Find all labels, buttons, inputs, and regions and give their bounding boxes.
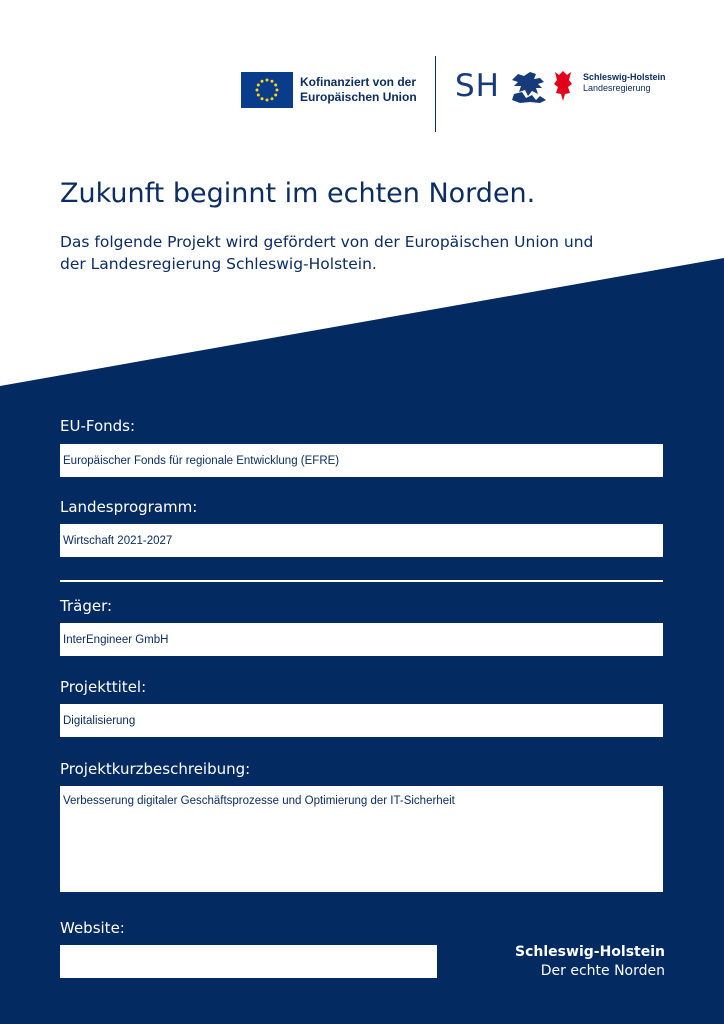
eu-logo-line2: Europäischen Union (300, 90, 417, 104)
eu-logo-text (300, 75, 417, 105)
sh-logo-name (583, 72, 666, 94)
landesprogramm-label: Landesprogramm: (60, 498, 198, 516)
logo-divider (435, 56, 436, 132)
eu-fonds-field[interactable]: Europäischer Fonds für regionale Entwicklung (EFRE) (60, 444, 663, 477)
projektkurzbeschreibung-label: Projektkurzbeschreibung: (60, 760, 251, 778)
sh-logo-subtitle: Landesregierung (583, 83, 651, 93)
section-divider (60, 580, 663, 582)
footer-brand-title: Schleswig-Holstein (515, 944, 665, 960)
sh-logo-title: Schleswig-Holstein (583, 72, 666, 82)
eu-fonds-label: EU-Fonds: (60, 417, 136, 435)
lions-icon (510, 70, 550, 104)
page-headline: Zukunft beginnt im echten Norden. (60, 178, 536, 209)
footer-brand (515, 943, 665, 981)
website-label: Website: (60, 919, 125, 937)
traeger-field[interactable]: InterEngineer GmbH (60, 623, 663, 656)
projektkurzbeschreibung-field[interactable]: Verbesserung digitaler Geschäftsprozesse und Optimierung der IT-Sicherheit (60, 786, 663, 892)
sh-logo-mark: SH (455, 68, 500, 104)
footer-brand-claim: Der echte Norden (540, 963, 665, 979)
nettle-leaf-shield-icon (553, 70, 573, 102)
projekttitel-label: Projekttitel: (60, 678, 147, 696)
intro-text: Das folgende Projekt wird gefördert von der Europäischen Union und der Landesregierung Schleswig-Holstein. (60, 233, 594, 273)
projekttitel-field[interactable]: Digitalisierung (60, 704, 663, 737)
eu-flag-icon (241, 72, 293, 108)
website-field[interactable] (60, 945, 437, 978)
landesprogramm-field[interactable]: Wirtschaft 2021-2027 (60, 524, 663, 557)
traeger-label: Träger: (60, 597, 113, 615)
eu-cofinanced-logo (241, 72, 417, 108)
eu-logo-line1: Kofinanziert von der (300, 75, 417, 89)
